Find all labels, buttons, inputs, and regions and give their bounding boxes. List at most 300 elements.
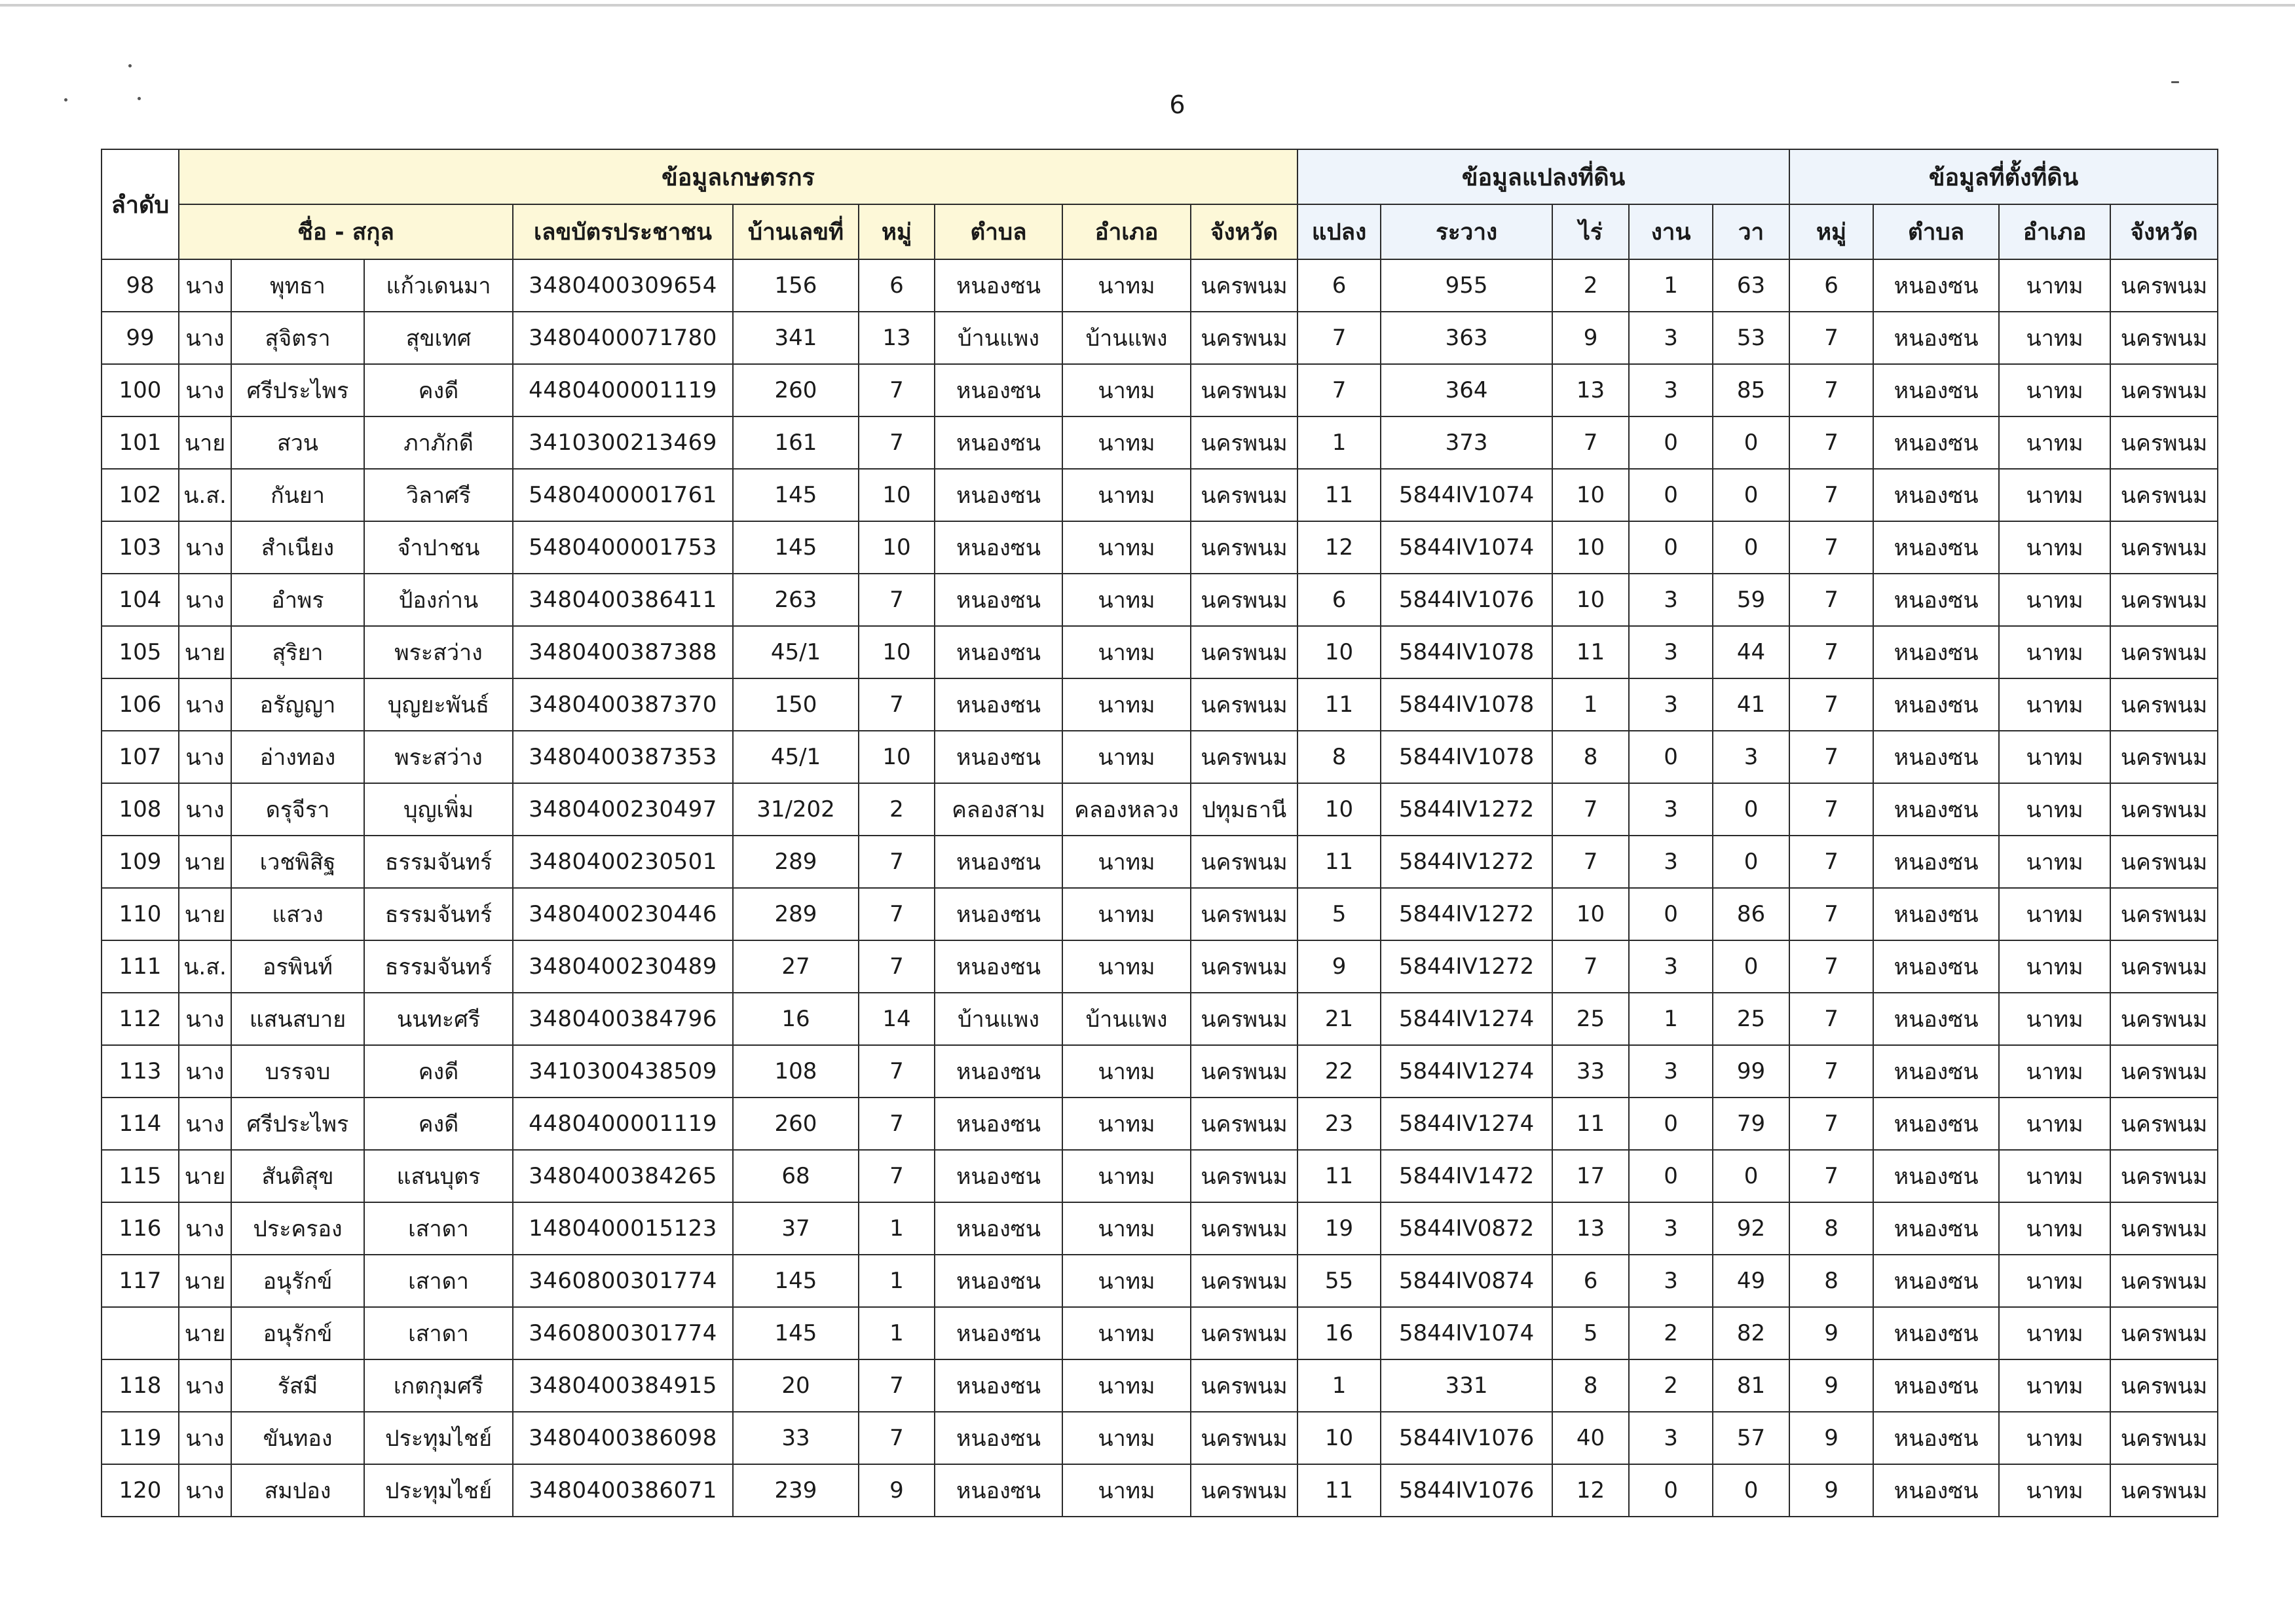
- cell-province: นครพนม: [1191, 1255, 1297, 1307]
- cell-ngan: 3: [1629, 364, 1713, 416]
- cell-house-no: 31/202: [733, 783, 859, 836]
- cell-amphoe: นาทม: [1062, 1412, 1191, 1464]
- cell-last-name: เกตกุมศรี: [364, 1359, 513, 1412]
- table-row: [102, 574, 2218, 626]
- cell-last-name: คงดี: [364, 1098, 513, 1150]
- cell-province: นครพนม: [1191, 469, 1297, 521]
- cell-seq: 118: [102, 1359, 179, 1412]
- table-row: [102, 312, 2218, 364]
- cell-moo: 7: [859, 364, 935, 416]
- cell-first-name: สวน: [231, 416, 364, 469]
- cell-house-no: 20: [733, 1359, 859, 1412]
- cell-sheet: 5844IV1272: [1381, 940, 1552, 993]
- cell-plot: 7: [1297, 364, 1381, 416]
- cell-house-no: 45/1: [733, 626, 859, 678]
- cell-amphoe: นาทม: [1062, 731, 1191, 783]
- table-row: [102, 1464, 2218, 1517]
- cell-province: นครพนม: [1191, 521, 1297, 574]
- cell-loc-moo: 7: [1789, 783, 1873, 836]
- cell-sheet: 5844IV1274: [1381, 1045, 1552, 1098]
- cell-tambon: บ้านแพง: [935, 993, 1062, 1045]
- cell-plot: 1: [1297, 1359, 1381, 1412]
- cell-house-no: 145: [733, 521, 859, 574]
- cell-citizen-id: 3480400384796: [513, 993, 733, 1045]
- cell-rai: 8: [1552, 731, 1629, 783]
- table-row: [102, 1150, 2218, 1202]
- cell-house-no: 156: [733, 259, 859, 312]
- cell-plot: 21: [1297, 993, 1381, 1045]
- cell-seq: 105: [102, 626, 179, 678]
- cell-seq: [102, 1307, 179, 1359]
- cell-seq: 119: [102, 1412, 179, 1464]
- header-loc-tambon: ตำบล: [1873, 204, 1999, 259]
- table-row: [102, 1202, 2218, 1255]
- cell-loc-tambon: หนองซน: [1873, 783, 1999, 836]
- cell-loc-province: นครพนม: [2110, 416, 2218, 469]
- cell-moo: 7: [859, 888, 935, 940]
- cell-sheet: 5844IV1078: [1381, 678, 1552, 731]
- cell-last-name: แสนบุตร: [364, 1150, 513, 1202]
- cell-rai: 10: [1552, 574, 1629, 626]
- cell-moo: 7: [859, 574, 935, 626]
- cell-amphoe: นาทม: [1062, 940, 1191, 993]
- cell-rai: 9: [1552, 312, 1629, 364]
- cell-plot: 55: [1297, 1255, 1381, 1307]
- cell-seq: 103: [102, 521, 179, 574]
- cell-sheet: 5844IV0872: [1381, 1202, 1552, 1255]
- cell-last-name: เสาดา: [364, 1202, 513, 1255]
- table-row: [102, 259, 2218, 312]
- cell-province: นครพนม: [1191, 940, 1297, 993]
- cell-moo: 7: [859, 836, 935, 888]
- group-header-row: [102, 149, 2218, 204]
- cell-title: นาย: [179, 1255, 231, 1307]
- cell-province: นครพนม: [1191, 731, 1297, 783]
- cell-loc-moo: 7: [1789, 836, 1873, 888]
- table-row: [102, 940, 2218, 993]
- cell-title: นาง: [179, 312, 231, 364]
- cell-loc-tambon: หนองซน: [1873, 993, 1999, 1045]
- cell-seq: 100: [102, 364, 179, 416]
- cell-first-name: สมปอง: [231, 1464, 364, 1517]
- cell-seq: 117: [102, 1255, 179, 1307]
- cell-loc-amphoe: นาทม: [1999, 678, 2110, 731]
- cell-seq: 120: [102, 1464, 179, 1517]
- cell-amphoe: นาทม: [1062, 1150, 1191, 1202]
- cell-moo: 10: [859, 469, 935, 521]
- cell-sheet: 5844IV1274: [1381, 993, 1552, 1045]
- cell-amphoe: นาทม: [1062, 521, 1191, 574]
- cell-citizen-id: 3480400387388: [513, 626, 733, 678]
- cell-citizen-id: 5480400001753: [513, 521, 733, 574]
- cell-plot: 7: [1297, 312, 1381, 364]
- cell-province: นครพนม: [1191, 259, 1297, 312]
- cell-rai: 5: [1552, 1307, 1629, 1359]
- cell-wa: 25: [1713, 993, 1789, 1045]
- cell-tambon: หนองซน: [935, 836, 1062, 888]
- cell-last-name: ประทุมไชย์: [364, 1464, 513, 1517]
- cell-loc-moo: 8: [1789, 1202, 1873, 1255]
- header-loc-moo: หมู่: [1789, 204, 1873, 259]
- cell-loc-moo: 7: [1789, 1045, 1873, 1098]
- cell-citizen-id: 3480400071780: [513, 312, 733, 364]
- cell-loc-province: นครพนม: [2110, 783, 2218, 836]
- table-body: [102, 259, 2218, 1517]
- cell-plot: 6: [1297, 259, 1381, 312]
- cell-citizen-id: 3480400230489: [513, 940, 733, 993]
- cell-loc-amphoe: นาทม: [1999, 469, 2110, 521]
- cell-plot: 22: [1297, 1045, 1381, 1098]
- cell-loc-province: นครพนม: [2110, 1202, 2218, 1255]
- cell-wa: 49: [1713, 1255, 1789, 1307]
- cell-wa: 99: [1713, 1045, 1789, 1098]
- cell-house-no: 263: [733, 574, 859, 626]
- cell-first-name: ศรีประไพร: [231, 364, 364, 416]
- cell-loc-province: นครพนม: [2110, 993, 2218, 1045]
- cell-rai: 7: [1552, 783, 1629, 836]
- cell-rai: 33: [1552, 1045, 1629, 1098]
- cell-tambon: หนองซน: [935, 888, 1062, 940]
- cell-first-name: เวชพิสิฐ: [231, 836, 364, 888]
- cell-rai: 7: [1552, 836, 1629, 888]
- cell-loc-tambon: หนองซน: [1873, 1098, 1999, 1150]
- cell-ngan: 3: [1629, 1202, 1713, 1255]
- cell-loc-tambon: หนองซน: [1873, 469, 1999, 521]
- cell-amphoe: บ้านแพง: [1062, 312, 1191, 364]
- header-rai: ไร่: [1552, 204, 1629, 259]
- cell-loc-province: นครพนม: [2110, 1464, 2218, 1517]
- cell-tambon: หนองซน: [935, 1412, 1062, 1464]
- cell-loc-province: นครพนม: [2110, 1255, 2218, 1307]
- cell-ngan: 0: [1629, 416, 1713, 469]
- cell-plot: 11: [1297, 1464, 1381, 1517]
- cell-loc-tambon: หนองซน: [1873, 574, 1999, 626]
- cell-title: นาย: [179, 1307, 231, 1359]
- cell-title: นาง: [179, 783, 231, 836]
- cell-loc-moo: 7: [1789, 574, 1873, 626]
- cell-moo: 2: [859, 783, 935, 836]
- cell-title: นาย: [179, 888, 231, 940]
- cell-citizen-id: 3480400386071: [513, 1464, 733, 1517]
- cell-amphoe: บ้านแพง: [1062, 993, 1191, 1045]
- cell-rai: 13: [1552, 1202, 1629, 1255]
- cell-house-no: 289: [733, 836, 859, 888]
- cell-seq: 107: [102, 731, 179, 783]
- cell-wa: 0: [1713, 416, 1789, 469]
- cell-title: นาย: [179, 1150, 231, 1202]
- cell-plot: 16: [1297, 1307, 1381, 1359]
- cell-rai: 10: [1552, 888, 1629, 940]
- cell-rai: 12: [1552, 1464, 1629, 1517]
- cell-loc-amphoe: นาทม: [1999, 1412, 2110, 1464]
- cell-title: นาย: [179, 416, 231, 469]
- cell-plot: 10: [1297, 1412, 1381, 1464]
- table-row: [102, 1098, 2218, 1150]
- cell-province: นครพนม: [1191, 416, 1297, 469]
- cell-last-name: ป้องก่าน: [364, 574, 513, 626]
- cell-sheet: 5844IV1076: [1381, 1412, 1552, 1464]
- cell-amphoe: นาทม: [1062, 836, 1191, 888]
- cell-loc-tambon: หนองซน: [1873, 364, 1999, 416]
- cell-province: นครพนม: [1191, 678, 1297, 731]
- cell-title: นาง: [179, 259, 231, 312]
- cell-loc-moo: 9: [1789, 1307, 1873, 1359]
- cell-seq: 102: [102, 469, 179, 521]
- cell-loc-moo: 7: [1789, 678, 1873, 731]
- cell-plot: 12: [1297, 521, 1381, 574]
- cell-title: นาง: [179, 1359, 231, 1412]
- cell-moo: 7: [859, 1412, 935, 1464]
- cell-citizen-id: 3480400230446: [513, 888, 733, 940]
- cell-loc-amphoe: นาทม: [1999, 259, 2110, 312]
- cell-loc-moo: 7: [1789, 993, 1873, 1045]
- cell-tambon: หนองซน: [935, 259, 1062, 312]
- cell-citizen-id: 3480400384265: [513, 1150, 733, 1202]
- cell-amphoe: นาทม: [1062, 626, 1191, 678]
- cell-tambon: บ้านแพง: [935, 312, 1062, 364]
- header-sheet: ระวาง: [1381, 204, 1552, 259]
- cell-province: นครพนม: [1191, 364, 1297, 416]
- header-moo: หมู่: [859, 204, 935, 259]
- cell-first-name: ประครอง: [231, 1202, 364, 1255]
- cell-citizen-id: 3480400387353: [513, 731, 733, 783]
- cell-first-name: อรัญญา: [231, 678, 364, 731]
- cell-amphoe: นาทม: [1062, 1464, 1191, 1517]
- cell-loc-moo: 7: [1789, 731, 1873, 783]
- cell-tambon: หนองซน: [935, 416, 1062, 469]
- cell-title: นาง: [179, 678, 231, 731]
- cell-amphoe: นาทม: [1062, 364, 1191, 416]
- cell-last-name: เสาดา: [364, 1255, 513, 1307]
- cell-title: นาง: [179, 364, 231, 416]
- cell-house-no: 37: [733, 1202, 859, 1255]
- cell-sheet: 5844IV1076: [1381, 1464, 1552, 1517]
- cell-rai: 10: [1552, 469, 1629, 521]
- cell-loc-moo: 7: [1789, 940, 1873, 993]
- cell-sheet: 331: [1381, 1359, 1552, 1412]
- cell-wa: 63: [1713, 259, 1789, 312]
- column-header-row: [102, 204, 2218, 259]
- cell-amphoe: นาทม: [1062, 1202, 1191, 1255]
- cell-loc-tambon: หนองซน: [1873, 1255, 1999, 1307]
- table-row: [102, 678, 2218, 731]
- cell-moo: 7: [859, 1098, 935, 1150]
- cell-ngan: 3: [1629, 1255, 1713, 1307]
- cell-loc-tambon: หนองซน: [1873, 521, 1999, 574]
- scan-speck: [2171, 81, 2179, 83]
- cell-seq: 111: [102, 940, 179, 993]
- cell-loc-moo: 7: [1789, 626, 1873, 678]
- cell-title: นาง: [179, 993, 231, 1045]
- cell-ngan: 0: [1629, 1150, 1713, 1202]
- cell-title: นาย: [179, 836, 231, 888]
- cell-moo: 14: [859, 993, 935, 1045]
- cell-seq: 113: [102, 1045, 179, 1098]
- table-row: [102, 1045, 2218, 1098]
- cell-house-no: 161: [733, 416, 859, 469]
- cell-loc-tambon: หนองซน: [1873, 1464, 1999, 1517]
- cell-amphoe: นาทม: [1062, 1255, 1191, 1307]
- header-ngan: งาน: [1629, 204, 1713, 259]
- cell-plot: 9: [1297, 940, 1381, 993]
- cell-ngan: 3: [1629, 783, 1713, 836]
- cell-house-no: 145: [733, 469, 859, 521]
- cell-rai: 13: [1552, 364, 1629, 416]
- cell-last-name: ธรรมจันทร์: [364, 888, 513, 940]
- cell-loc-amphoe: นาทม: [1999, 1150, 2110, 1202]
- cell-rai: 8: [1552, 1359, 1629, 1412]
- table-row: [102, 469, 2218, 521]
- cell-moo: 10: [859, 626, 935, 678]
- cell-loc-tambon: หนองซน: [1873, 1307, 1999, 1359]
- cell-first-name: ขันทอง: [231, 1412, 364, 1464]
- cell-first-name: อนุรักข์: [231, 1255, 364, 1307]
- cell-tambon: คลองสาม: [935, 783, 1062, 836]
- cell-first-name: กันยา: [231, 469, 364, 521]
- cell-province: นครพนม: [1191, 1464, 1297, 1517]
- cell-rai: 25: [1552, 993, 1629, 1045]
- cell-province: นครพนม: [1191, 1098, 1297, 1150]
- cell-house-no: 239: [733, 1464, 859, 1517]
- cell-rai: 1: [1552, 678, 1629, 731]
- header-citizen-id: เลขบัตรประชาชน: [513, 204, 733, 259]
- cell-tambon: หนองซน: [935, 1045, 1062, 1098]
- cell-citizen-id: 1480400015123: [513, 1202, 733, 1255]
- cell-moo: 9: [859, 1464, 935, 1517]
- cell-loc-amphoe: นาทม: [1999, 1359, 2110, 1412]
- cell-moo: 1: [859, 1202, 935, 1255]
- cell-amphoe: นาทม: [1062, 416, 1191, 469]
- cell-citizen-id: 5480400001761: [513, 469, 733, 521]
- cell-amphoe: นาทม: [1062, 1307, 1191, 1359]
- cell-tambon: หนองซน: [935, 678, 1062, 731]
- cell-seq: 109: [102, 836, 179, 888]
- cell-amphoe: คลองหลวง: [1062, 783, 1191, 836]
- cell-loc-amphoe: นาทม: [1999, 364, 2110, 416]
- cell-last-name: บุญเพิ่ม: [364, 783, 513, 836]
- cell-loc-amphoe: นาทม: [1999, 1464, 2110, 1517]
- cell-ngan: 2: [1629, 1359, 1713, 1412]
- header-farmer-group: ข้อมูลเกษตรกร: [179, 149, 1297, 204]
- cell-seq: 98: [102, 259, 179, 312]
- cell-plot: 23: [1297, 1098, 1381, 1150]
- cell-wa: 79: [1713, 1098, 1789, 1150]
- cell-sheet: 5844IV1078: [1381, 731, 1552, 783]
- cell-last-name: จำปาชน: [364, 521, 513, 574]
- cell-wa: 82: [1713, 1307, 1789, 1359]
- cell-loc-moo: 7: [1789, 1098, 1873, 1150]
- cell-title: นาง: [179, 731, 231, 783]
- header-name: ชื่อ - สกุล: [179, 204, 513, 259]
- cell-tambon: หนองซน: [935, 1359, 1062, 1412]
- cell-loc-province: นครพนม: [2110, 888, 2218, 940]
- header-province: จังหวัด: [1191, 204, 1297, 259]
- cell-house-no: 145: [733, 1307, 859, 1359]
- cell-sheet: 5844IV1076: [1381, 574, 1552, 626]
- cell-loc-tambon: หนองซน: [1873, 1150, 1999, 1202]
- cell-house-no: 33: [733, 1412, 859, 1464]
- cell-first-name: ศรีประไพร: [231, 1098, 364, 1150]
- scan-speck: [128, 64, 132, 67]
- cell-loc-tambon: หนองซน: [1873, 312, 1999, 364]
- cell-plot: 11: [1297, 1150, 1381, 1202]
- header-wa: วา: [1713, 204, 1789, 259]
- cell-moo: 1: [859, 1255, 935, 1307]
- cell-tambon: หนองซน: [935, 574, 1062, 626]
- cell-first-name: รัสมี: [231, 1359, 364, 1412]
- cell-first-name: สุริยา: [231, 626, 364, 678]
- cell-plot: 11: [1297, 469, 1381, 521]
- page-number: 6: [1169, 90, 1185, 119]
- cell-ngan: 0: [1629, 731, 1713, 783]
- cell-amphoe: นาทม: [1062, 678, 1191, 731]
- cell-seq: 112: [102, 993, 179, 1045]
- cell-ngan: 1: [1629, 993, 1713, 1045]
- cell-moo: 10: [859, 521, 935, 574]
- cell-loc-tambon: หนองซน: [1873, 836, 1999, 888]
- cell-loc-amphoe: นาทม: [1999, 731, 2110, 783]
- cell-loc-amphoe: นาทม: [1999, 783, 2110, 836]
- cell-sheet: 5844IV1272: [1381, 888, 1552, 940]
- cell-ngan: 0: [1629, 521, 1713, 574]
- cell-seq: 101: [102, 416, 179, 469]
- cell-loc-tambon: หนองซน: [1873, 416, 1999, 469]
- cell-title: นาง: [179, 1412, 231, 1464]
- cell-loc-amphoe: นาทม: [1999, 574, 2110, 626]
- cell-province: นครพนม: [1191, 888, 1297, 940]
- header-house-no: บ้านเลขที่: [733, 204, 859, 259]
- cell-province: นครพนม: [1191, 1202, 1297, 1255]
- cell-house-no: 16: [733, 993, 859, 1045]
- cell-last-name: แก้วเดนมา: [364, 259, 513, 312]
- cell-province: ปทุมธานี: [1191, 783, 1297, 836]
- cell-first-name: สำเนียง: [231, 521, 364, 574]
- cell-wa: 0: [1713, 836, 1789, 888]
- cell-plot: 5: [1297, 888, 1381, 940]
- cell-wa: 41: [1713, 678, 1789, 731]
- cell-loc-province: นครพนม: [2110, 940, 2218, 993]
- cell-loc-moo: 9: [1789, 1464, 1873, 1517]
- cell-amphoe: นาทม: [1062, 888, 1191, 940]
- cell-loc-moo: 8: [1789, 1255, 1873, 1307]
- cell-rai: 10: [1552, 521, 1629, 574]
- cell-loc-province: นครพนม: [2110, 1150, 2218, 1202]
- cell-last-name: นนทะศรี: [364, 993, 513, 1045]
- cell-loc-moo: 6: [1789, 259, 1873, 312]
- cell-moo: 10: [859, 731, 935, 783]
- cell-tambon: หนองซน: [935, 1307, 1062, 1359]
- header-loc-amphoe: อำเภอ: [1999, 204, 2110, 259]
- cell-tambon: หนองซน: [935, 521, 1062, 574]
- cell-ngan: 3: [1629, 836, 1713, 888]
- cell-ngan: 3: [1629, 312, 1713, 364]
- cell-moo: 7: [859, 1359, 935, 1412]
- cell-plot: 6: [1297, 574, 1381, 626]
- cell-tambon: หนองซน: [935, 940, 1062, 993]
- cell-province: นครพนม: [1191, 993, 1297, 1045]
- cell-last-name: บุญยะพันธ์: [364, 678, 513, 731]
- cell-loc-moo: 7: [1789, 416, 1873, 469]
- cell-citizen-id: 3480400386411: [513, 574, 733, 626]
- cell-wa: 0: [1713, 940, 1789, 993]
- cell-title: น.ส.: [179, 940, 231, 993]
- cell-ngan: 0: [1629, 888, 1713, 940]
- cell-loc-province: นครพนม: [2110, 521, 2218, 574]
- cell-wa: 44: [1713, 626, 1789, 678]
- cell-wa: 0: [1713, 1464, 1789, 1517]
- cell-province: นครพนม: [1191, 312, 1297, 364]
- cell-wa: 85: [1713, 364, 1789, 416]
